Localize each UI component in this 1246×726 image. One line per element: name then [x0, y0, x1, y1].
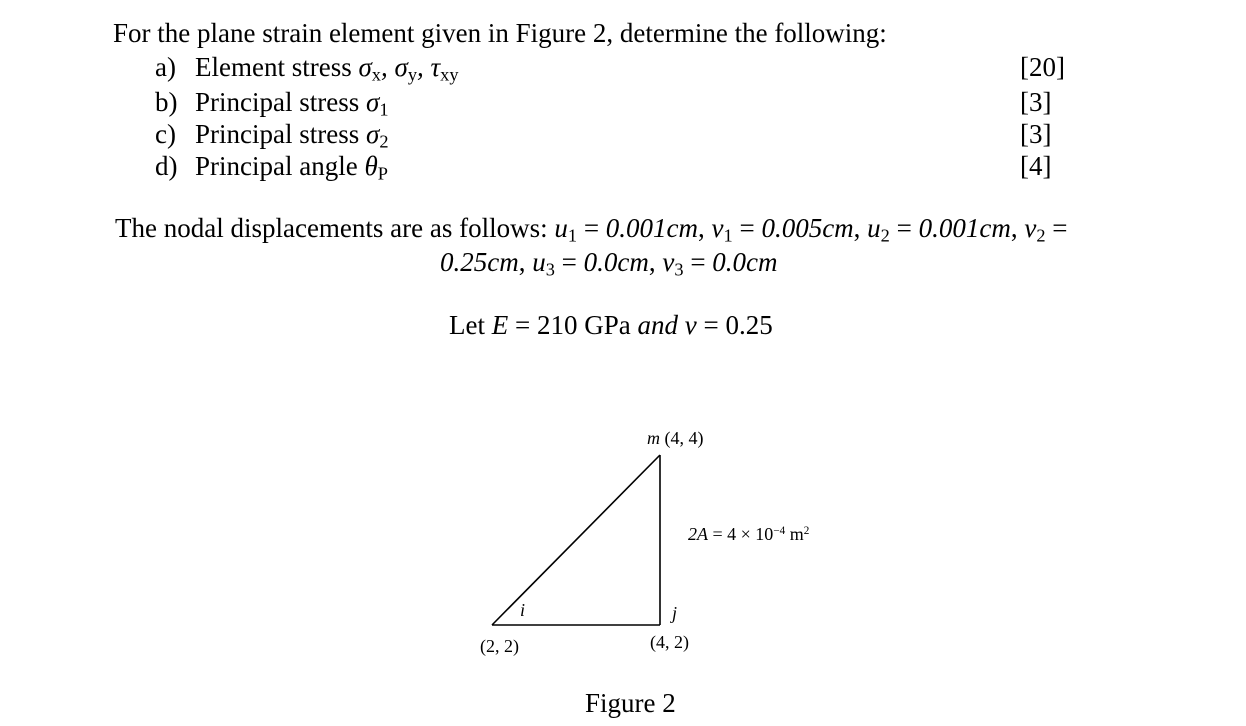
- given-prefix: Let: [449, 310, 485, 340]
- item-a-expression: $\sigma_x$, $\sigma_y$, $\tau_{xy}$: [358, 52, 459, 85]
- u1-value: 0.001cm: [605, 213, 699, 243]
- v2-value: 0.25cm: [440, 247, 519, 277]
- area-unit: m: [789, 524, 804, 544]
- area-exponent: −4: [773, 524, 786, 537]
- item-d-text: Principal angle: [195, 151, 365, 181]
- node-i-coord: (2, 2): [480, 636, 519, 656]
- marks-a: [20]: [1020, 52, 1065, 82]
- figure-caption: Figure 2: [585, 688, 676, 718]
- u2-value: 0.001cm: [918, 213, 1011, 243]
- node-j-label: j: [672, 603, 678, 623]
- item-b-letter: b): [155, 87, 178, 117]
- node-i-label: i: [520, 600, 526, 620]
- item-a-text: Element stress: [195, 52, 359, 82]
- area-unit-exponent: 2: [803, 524, 810, 537]
- item-d-expression: $\theta_P$: [364, 151, 388, 184]
- given-constants: Let E = 210 GPa and v = 0.25: [449, 310, 773, 340]
- edge-i-m: [492, 455, 660, 625]
- area-label: $2A = 4 \times 10^{-4}$ $m^2$: [688, 524, 810, 544]
- modulus-value: 210 GPa: [536, 310, 631, 340]
- item-c-expression: $\sigma_2$: [365, 119, 389, 152]
- displacements-intro: The nodal displacements are as follows:: [115, 213, 548, 243]
- item-a-letter: a): [155, 52, 176, 82]
- u3-value: 0.0cm: [583, 247, 649, 277]
- v3-value: 0.0cm: [712, 247, 778, 277]
- displacements-line-1: The nodal displacements are as follows: $u_1 = 0.001cm$, $v_1 = 0.005cm$, $u_2 = 0.001cm$, $v_2$ =: [115, 213, 1068, 246]
- node-j-coord: (4, 2): [650, 632, 689, 652]
- poisson-value: 0.25: [725, 310, 773, 340]
- item-c-letter: c): [155, 119, 176, 149]
- marks-d: [4]: [1020, 151, 1052, 181]
- marks-c: [3]: [1020, 119, 1052, 149]
- item-c-text: Principal stress: [195, 119, 366, 149]
- node-m-label: m (4, 4): [647, 428, 704, 448]
- item-b-text: Principal stress: [195, 87, 366, 117]
- given-and: and: [637, 310, 678, 340]
- problem-intro: For the plane strain element given in Figure 2, determine the following:: [113, 18, 887, 48]
- item-d-letter: d): [155, 151, 178, 181]
- displacements-line-2: 0.25cm, $u_3 = 0.0cm$, $v_3 = 0.0cm$: [440, 247, 778, 280]
- v1-value: 0.005cm: [761, 213, 854, 243]
- marks-b: [3]: [1020, 87, 1052, 117]
- item-b-expression: $\sigma_1$: [365, 87, 389, 120]
